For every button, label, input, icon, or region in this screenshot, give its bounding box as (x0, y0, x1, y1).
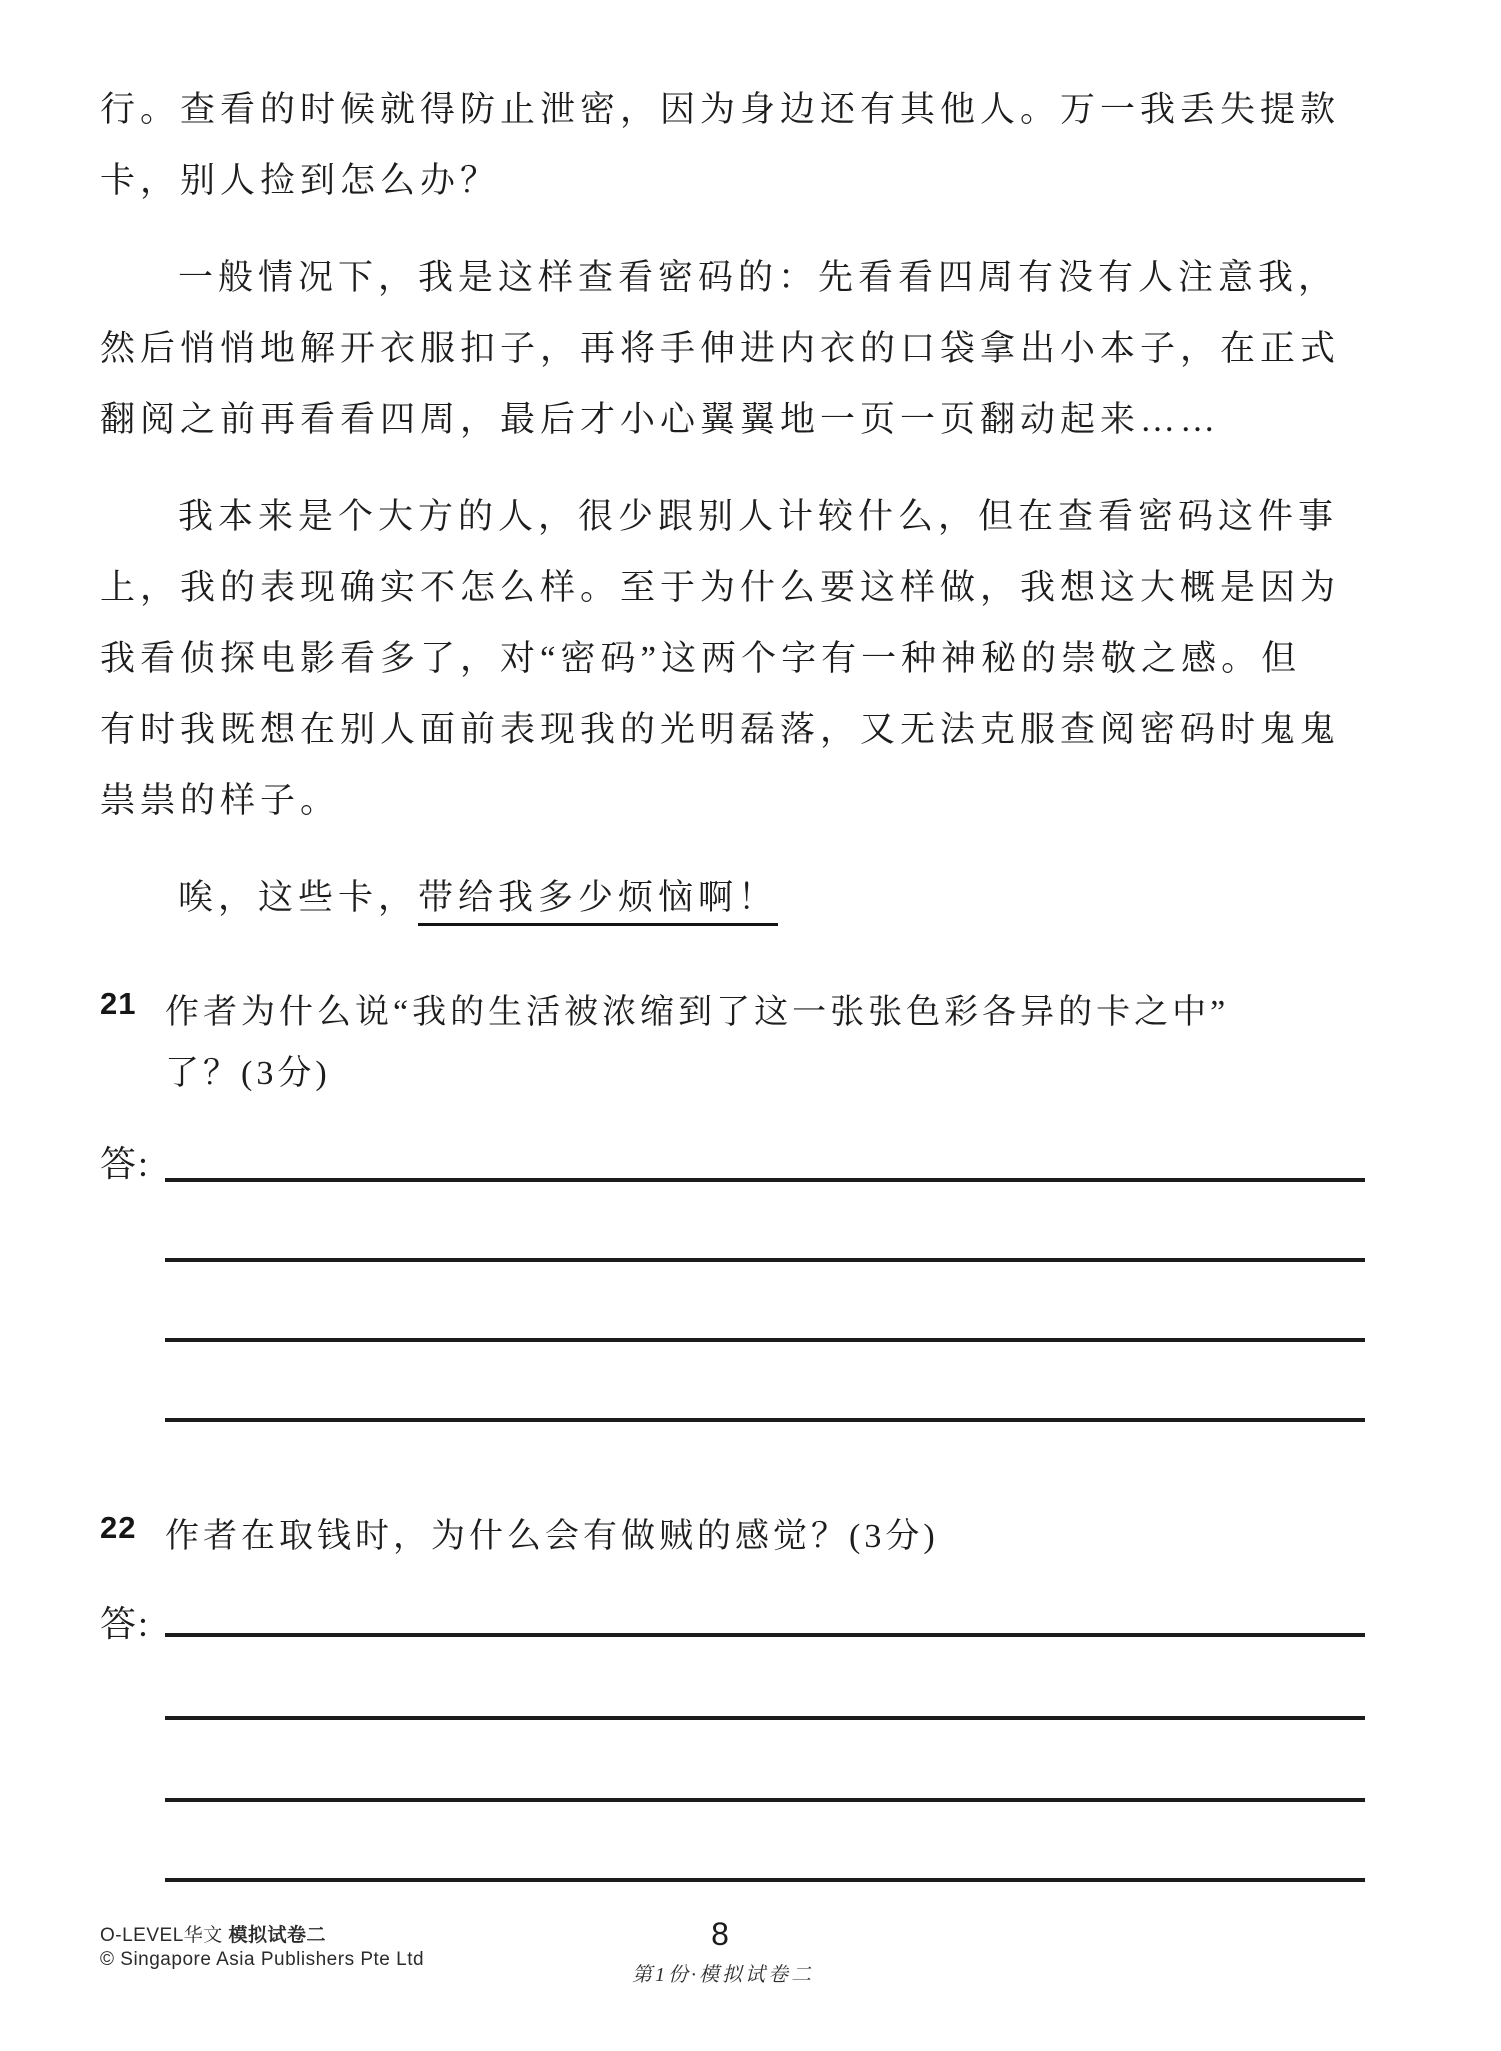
passage-line-exclamation (100, 862, 1315, 933)
answer-blank-line (165, 1716, 1365, 1720)
answer-label-21: 答: (100, 1144, 151, 1184)
underlined-phrase: 带给我多少烦恼啊！ (418, 878, 778, 926)
answer-blank-line (165, 1633, 1365, 1637)
passage-line: 我本来是个大方的人，很少跟别人计较什么，但在查看密码这件事 (178, 497, 1339, 536)
answer-blank-line (165, 1178, 1365, 1182)
passage-line: 祟祟的样子。 (100, 781, 341, 820)
answer-blank-line (165, 1338, 1365, 1342)
question-22-text (165, 1506, 1430, 1567)
passage-line: 卡，别人捡到怎么办？ (100, 161, 501, 200)
footer-copyright: © Singapore Asia Publishers Pte Ltd (100, 1949, 425, 1970)
question-21-line2: 了？(3分) (165, 1055, 331, 1092)
passage-line: 我看侦探电影看多了，对“密码”这两个字有一种神秘的崇敬之感。但 (100, 639, 1302, 678)
footer-running-caption: 第1份·模拟试卷二 (632, 1964, 814, 1986)
question-21-text (165, 982, 1430, 1104)
series-title: O-LEVEL华文 (100, 1925, 223, 1946)
answer-blank-line (165, 1258, 1365, 1262)
answer-blank-line (165, 1418, 1365, 1422)
series-subtitle: 模拟试卷二 (228, 1925, 327, 1946)
answer-blank-line (165, 1878, 1365, 1882)
page-number: 8 (711, 1916, 729, 1952)
question-22-number: 22 (100, 1510, 137, 1545)
answer-blank-line (165, 1798, 1365, 1802)
passage-line: 然后悄悄地解开衣服扣子，再将手伸进内衣的口袋拿出小本子，在正式 (100, 329, 1341, 368)
answer-label-22: 答: (100, 1604, 151, 1644)
passage-line: 翻阅之前再看看四周，最后才小心翼翼地一页一页翻动起来…… (100, 400, 1221, 439)
passage-line: 有时我既想在别人面前表现我的光明磊落，又无法克服查阅密码时鬼鬼 (100, 710, 1341, 749)
passage-line: 一般情况下，我是这样查看密码的：先看看四周有没有人注意我， (178, 258, 1339, 297)
passage-text (100, 74, 1341, 933)
question-21-number: 21 (100, 986, 137, 1021)
question-22 (100, 1506, 1430, 1567)
question-21-line1: 作者为什么说“我的生活被浓缩到了这一张张色彩各异的卡之中” (165, 994, 1230, 1031)
passage-line: 行。查看的时候就得防止泄密，因为身边还有其他人。万一我丢失提款 (100, 90, 1341, 129)
passage-line: 上，我的表现确实不怎么样。至于为什么要这样做，我想这大概是因为 (100, 568, 1341, 607)
question-22-line1: 作者在取钱时，为什么会有做贼的感觉？(3分) (165, 1518, 939, 1555)
question-21 (100, 982, 1430, 1104)
exclaim-prefix: 唉，这些卡， (178, 878, 419, 917)
